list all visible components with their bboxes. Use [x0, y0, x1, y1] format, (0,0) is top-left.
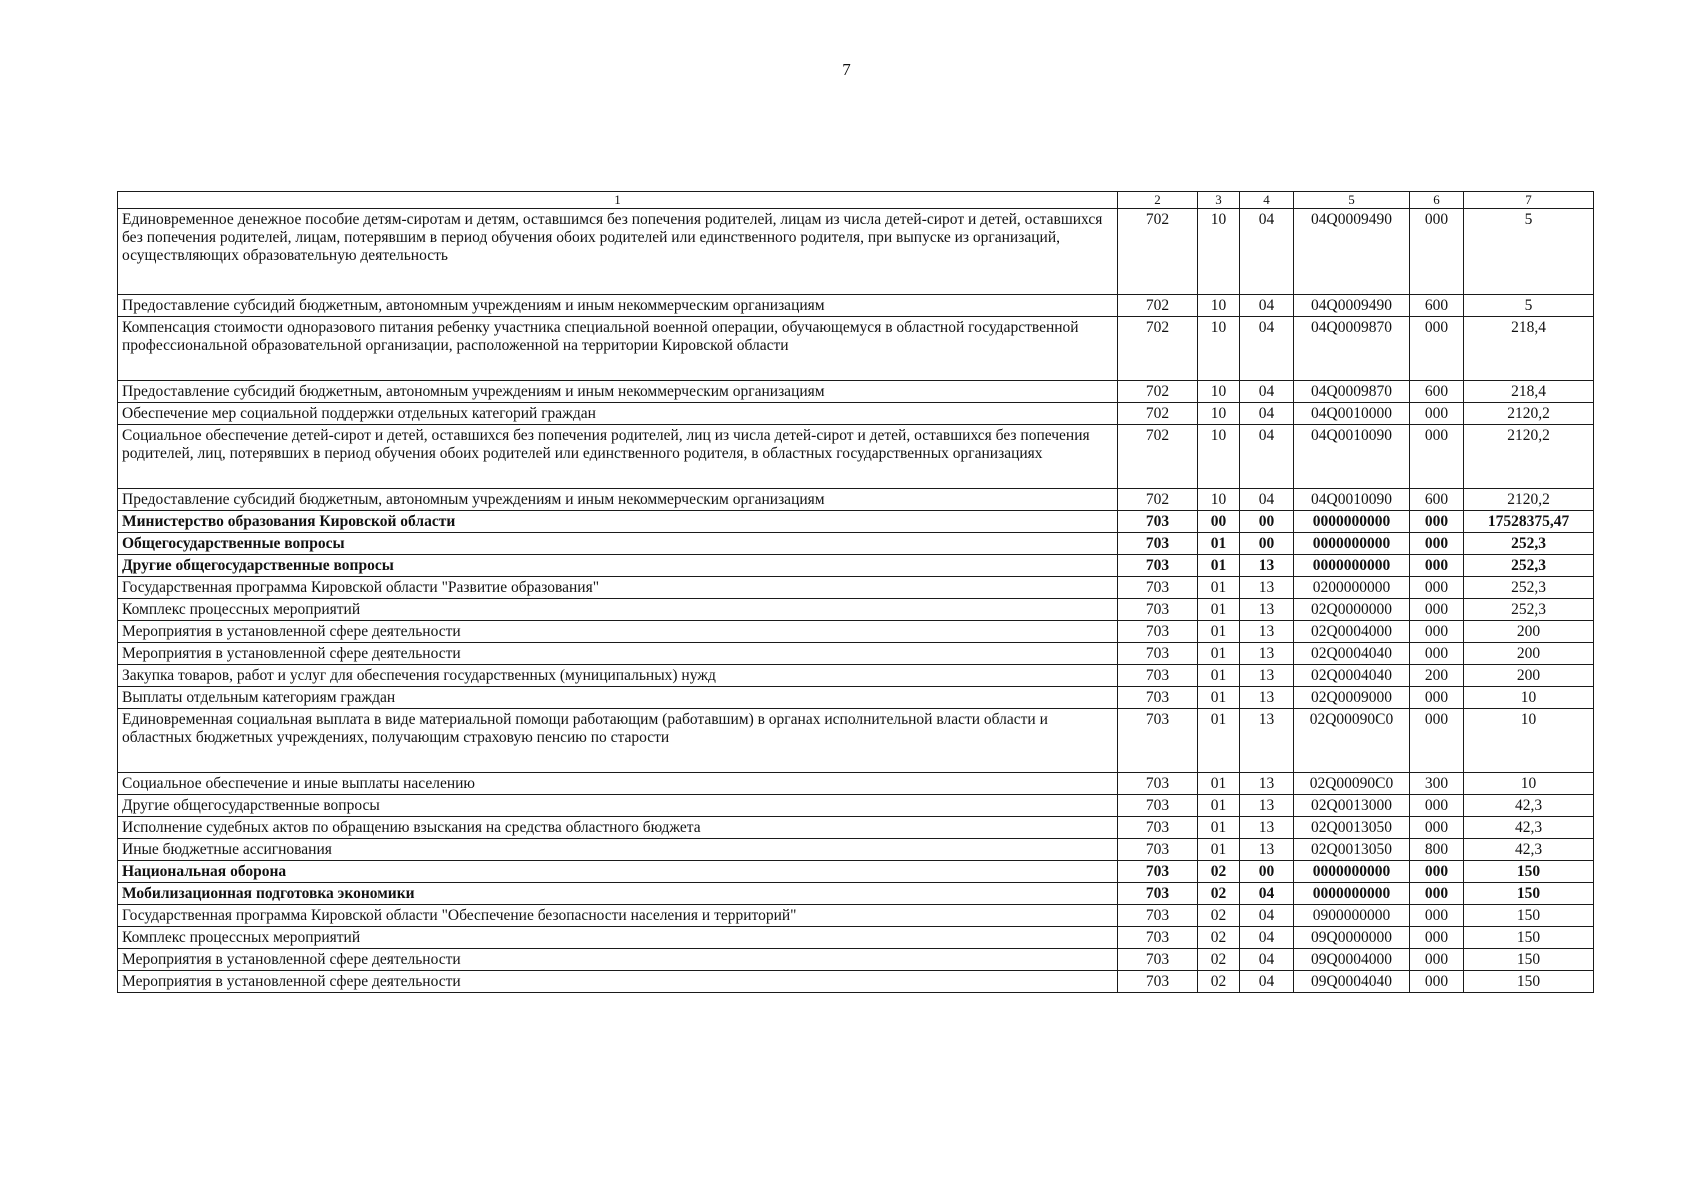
table-row	[118, 425, 1594, 489]
row-name-cell: Иные бюджетные ассигнования	[118, 839, 1118, 861]
subsection-cell: 04	[1240, 489, 1294, 511]
subsection-cell: 00	[1240, 533, 1294, 555]
section-cell: 02	[1198, 949, 1240, 971]
expense-type-cell: 000	[1410, 577, 1464, 599]
table-row	[118, 381, 1594, 403]
target-article-cell: 04Q0010090	[1294, 489, 1410, 511]
expense-type-cell: 000	[1410, 795, 1464, 817]
expense-type-cell: 000	[1410, 927, 1464, 949]
table-row	[118, 773, 1594, 795]
section-cell: 10	[1198, 317, 1240, 381]
header-cell: 6	[1410, 192, 1464, 209]
subsection-cell: 04	[1240, 971, 1294, 993]
row-name-cell: Другие общегосударственные вопросы	[118, 555, 1118, 577]
section-cell: 02	[1198, 905, 1240, 927]
section-cell: 01	[1198, 621, 1240, 643]
table-row	[118, 511, 1594, 533]
section-cell: 02	[1198, 927, 1240, 949]
amount-cell: 5	[1464, 295, 1594, 317]
ministry-code-cell: 703	[1118, 905, 1198, 927]
amount-cell: 200	[1464, 621, 1594, 643]
amount-cell: 2120,2	[1464, 425, 1594, 489]
row-name-cell: Исполнение судебных актов по обращению взыскания на средства областного бюджета	[118, 817, 1118, 839]
target-article-cell: 04Q0010090	[1294, 425, 1410, 489]
section-cell: 10	[1198, 425, 1240, 489]
row-name-cell: Комплекс процессных мероприятий	[118, 599, 1118, 621]
target-article-cell: 04Q0009870	[1294, 317, 1410, 381]
amount-cell: 42,3	[1464, 839, 1594, 861]
expense-type-cell: 000	[1410, 861, 1464, 883]
target-article-cell: 02Q0004000	[1294, 621, 1410, 643]
row-name-cell: Другие общегосударственные вопросы	[118, 795, 1118, 817]
header-cell: 2	[1118, 192, 1198, 209]
table-row	[118, 709, 1594, 773]
expense-type-cell: 000	[1410, 643, 1464, 665]
table-row	[118, 839, 1594, 861]
section-cell: 01	[1198, 817, 1240, 839]
expense-type-cell: 000	[1410, 555, 1464, 577]
table-row	[118, 949, 1594, 971]
row-name-cell: Мобилизационная подготовка экономики	[118, 883, 1118, 905]
header-cell: 3	[1198, 192, 1240, 209]
table-row	[118, 927, 1594, 949]
ministry-code-cell: 703	[1118, 795, 1198, 817]
ministry-code-cell: 703	[1118, 883, 1198, 905]
row-name-cell: Государственная программа Кировской области "Обеспечение безопасности населения и территорий"	[118, 905, 1118, 927]
section-cell: 01	[1198, 599, 1240, 621]
subsection-cell: 13	[1240, 773, 1294, 795]
amount-cell: 200	[1464, 665, 1594, 687]
ministry-code-cell: 703	[1118, 861, 1198, 883]
expense-type-cell: 600	[1410, 381, 1464, 403]
target-article-cell: 0000000000	[1294, 555, 1410, 577]
section-cell: 10	[1198, 209, 1240, 295]
ministry-code-cell: 702	[1118, 403, 1198, 425]
subsection-cell: 00	[1240, 861, 1294, 883]
subsection-cell: 13	[1240, 795, 1294, 817]
ministry-code-cell: 703	[1118, 817, 1198, 839]
table-row	[118, 621, 1594, 643]
section-cell: 01	[1198, 643, 1240, 665]
ministry-code-cell: 702	[1118, 209, 1198, 295]
subsection-cell: 04	[1240, 927, 1294, 949]
row-name-cell: Обеспечение мер социальной поддержки отдельных категорий граждан	[118, 403, 1118, 425]
ministry-code-cell: 703	[1118, 971, 1198, 993]
target-article-cell: 02Q0013050	[1294, 817, 1410, 839]
amount-cell: 252,3	[1464, 555, 1594, 577]
section-cell: 01	[1198, 533, 1240, 555]
row-name-cell: Предоставление субсидий бюджетным, автономным учреждениям и иным некоммерческим организациям	[118, 489, 1118, 511]
row-name-cell: Единовременная социальная выплата в виде материальной помощи работающим (работавшим) в органах исполнительной власти области и областных бюджетных учреждениях, получающим страховую пенсию по старости	[118, 709, 1118, 773]
subsection-cell: 13	[1240, 839, 1294, 861]
row-name-cell: Мероприятия в установленной сфере деятельности	[118, 621, 1118, 643]
section-cell: 02	[1198, 971, 1240, 993]
row-name-cell: Социальное обеспечение и иные выплаты населению	[118, 773, 1118, 795]
ministry-code-cell: 703	[1118, 927, 1198, 949]
ministry-code-cell: 703	[1118, 577, 1198, 599]
subsection-cell: 13	[1240, 665, 1294, 687]
subsection-cell: 13	[1240, 599, 1294, 621]
expense-type-cell: 000	[1410, 817, 1464, 839]
row-name-cell: Мероприятия в установленной сфере деятельности	[118, 949, 1118, 971]
section-cell: 00	[1198, 511, 1240, 533]
expense-type-cell: 600	[1410, 489, 1464, 511]
expense-type-cell: 000	[1410, 511, 1464, 533]
budget-table	[117, 191, 1594, 993]
section-cell: 10	[1198, 403, 1240, 425]
ministry-code-cell: 703	[1118, 533, 1198, 555]
section-cell: 01	[1198, 687, 1240, 709]
row-name-cell: Государственная программа Кировской области "Развитие образования"	[118, 577, 1118, 599]
amount-cell: 150	[1464, 949, 1594, 971]
section-cell: 01	[1198, 773, 1240, 795]
ministry-code-cell: 703	[1118, 643, 1198, 665]
row-name-cell: Комплекс процессных мероприятий	[118, 927, 1118, 949]
expense-type-cell: 000	[1410, 533, 1464, 555]
expense-type-cell: 000	[1410, 905, 1464, 927]
ministry-code-cell: 703	[1118, 555, 1198, 577]
amount-cell: 10	[1464, 687, 1594, 709]
subsection-cell: 04	[1240, 317, 1294, 381]
subsection-cell: 13	[1240, 621, 1294, 643]
subsection-cell: 13	[1240, 555, 1294, 577]
expense-type-cell: 000	[1410, 425, 1464, 489]
subsection-cell: 00	[1240, 511, 1294, 533]
row-name-cell: Общегосударственные вопросы	[118, 533, 1118, 555]
row-name-cell: Выплаты отдельным категориям граждан	[118, 687, 1118, 709]
target-article-cell: 0000000000	[1294, 861, 1410, 883]
target-article-cell: 02Q0013000	[1294, 795, 1410, 817]
target-article-cell: 0000000000	[1294, 883, 1410, 905]
amount-cell: 10	[1464, 709, 1594, 773]
amount-cell: 17528375,47	[1464, 511, 1594, 533]
expense-type-cell: 000	[1410, 949, 1464, 971]
section-cell: 01	[1198, 577, 1240, 599]
table-row	[118, 861, 1594, 883]
header-cell: 5	[1294, 192, 1410, 209]
subsection-cell: 04	[1240, 905, 1294, 927]
subsection-cell: 04	[1240, 949, 1294, 971]
expense-type-cell: 000	[1410, 403, 1464, 425]
amount-cell: 150	[1464, 905, 1594, 927]
amount-cell: 252,3	[1464, 577, 1594, 599]
amount-cell: 150	[1464, 883, 1594, 905]
table-row	[118, 295, 1594, 317]
target-article-cell: 0000000000	[1294, 533, 1410, 555]
row-name-cell: Компенсация стоимости одноразового питания ребенку участника специальной военной операции, обучающемуся в областной государственной профессиональной образовательной организации, расположенной на территории Кировской области	[118, 317, 1118, 381]
row-name-cell: Министерство образования Кировской области	[118, 511, 1118, 533]
ministry-code-cell: 702	[1118, 381, 1198, 403]
target-article-cell: 02Q0004040	[1294, 643, 1410, 665]
target-article-cell: 09Q0004040	[1294, 971, 1410, 993]
expense-type-cell: 800	[1410, 839, 1464, 861]
header-cell: 7	[1464, 192, 1594, 209]
section-cell: 01	[1198, 839, 1240, 861]
section-cell: 10	[1198, 295, 1240, 317]
ministry-code-cell: 702	[1118, 295, 1198, 317]
subsection-cell: 13	[1240, 577, 1294, 599]
target-article-cell: 0900000000	[1294, 905, 1410, 927]
expense-type-cell: 000	[1410, 971, 1464, 993]
amount-cell: 150	[1464, 861, 1594, 883]
target-article-cell: 0000000000	[1294, 511, 1410, 533]
subsection-cell: 13	[1240, 709, 1294, 773]
table-row	[118, 533, 1594, 555]
subsection-cell: 13	[1240, 643, 1294, 665]
target-article-cell: 02Q00090C0	[1294, 773, 1410, 795]
ministry-code-cell: 703	[1118, 773, 1198, 795]
ministry-code-cell: 703	[1118, 839, 1198, 861]
subsection-cell: 04	[1240, 403, 1294, 425]
page-number: 7	[842, 60, 851, 79]
table-row	[118, 971, 1594, 993]
expense-type-cell: 000	[1410, 209, 1464, 295]
ministry-code-cell: 703	[1118, 709, 1198, 773]
target-article-cell: 02Q0009000	[1294, 687, 1410, 709]
ministry-code-cell: 703	[1118, 621, 1198, 643]
header-cell: 4	[1240, 192, 1294, 209]
amount-cell: 218,4	[1464, 317, 1594, 381]
ministry-code-cell: 703	[1118, 511, 1198, 533]
section-cell: 01	[1198, 665, 1240, 687]
target-article-cell: 09Q0000000	[1294, 927, 1410, 949]
target-article-cell: 04Q0009490	[1294, 209, 1410, 295]
ministry-code-cell: 703	[1118, 949, 1198, 971]
row-name-cell: Национальная оборона	[118, 861, 1118, 883]
table-row	[118, 489, 1594, 511]
amount-cell: 10	[1464, 773, 1594, 795]
ministry-code-cell: 703	[1118, 687, 1198, 709]
section-cell: 01	[1198, 795, 1240, 817]
amount-cell: 252,3	[1464, 599, 1594, 621]
amount-cell: 42,3	[1464, 817, 1594, 839]
expense-type-cell: 000	[1410, 883, 1464, 905]
row-name-cell: Единовременное денежное пособие детям-сиротам и детям, оставшимся без попечения родителей, лицам из числа детей-сирот и детей, оставшихся без попечения родителей, лицам, потерявшим в период обучения обоих родителей или единственного родителя, при выпуске из организаций, осуществляющих образовательную деятельность	[118, 209, 1118, 295]
expense-type-cell: 000	[1410, 599, 1464, 621]
expense-type-cell: 000	[1410, 621, 1464, 643]
amount-cell: 252,3	[1464, 533, 1594, 555]
ministry-code-cell: 702	[1118, 489, 1198, 511]
table-row	[118, 577, 1594, 599]
expense-type-cell: 000	[1410, 709, 1464, 773]
expense-type-cell: 600	[1410, 295, 1464, 317]
amount-cell: 150	[1464, 971, 1594, 993]
subsection-cell: 04	[1240, 381, 1294, 403]
amount-cell: 5	[1464, 209, 1594, 295]
row-name-cell: Социальное обеспечение детей-сирот и детей, оставшихся без попечения родителей, лиц из числа детей-сирот и детей, оставшихся без попечения родителей, лиц, потерявших в период обучения обоих родителей или единственного родителя, в областных государственных организациях	[118, 425, 1118, 489]
table-row	[118, 403, 1594, 425]
subsection-cell: 04	[1240, 295, 1294, 317]
header-cell: 1	[118, 192, 1118, 209]
target-article-cell: 09Q0004000	[1294, 949, 1410, 971]
amount-cell: 2120,2	[1464, 403, 1594, 425]
section-cell: 01	[1198, 709, 1240, 773]
target-article-cell: 02Q0004040	[1294, 665, 1410, 687]
row-name-cell: Предоставление субсидий бюджетным, автономным учреждениям и иным некоммерческим организациям	[118, 381, 1118, 403]
target-article-cell: 04Q0009870	[1294, 381, 1410, 403]
row-name-cell: Мероприятия в установленной сфере деятельности	[118, 971, 1118, 993]
table-row	[118, 643, 1594, 665]
ministry-code-cell: 703	[1118, 599, 1198, 621]
subsection-cell: 13	[1240, 817, 1294, 839]
expense-type-cell: 200	[1410, 665, 1464, 687]
table-row	[118, 209, 1594, 295]
ministry-code-cell: 702	[1118, 317, 1198, 381]
row-name-cell: Предоставление субсидий бюджетным, автономным учреждениям и иным некоммерческим организациям	[118, 295, 1118, 317]
table-row	[118, 883, 1594, 905]
table-row	[118, 795, 1594, 817]
amount-cell: 218,4	[1464, 381, 1594, 403]
target-article-cell: 02Q00090C0	[1294, 709, 1410, 773]
expense-type-cell: 300	[1410, 773, 1464, 795]
subsection-cell: 04	[1240, 425, 1294, 489]
table-row	[118, 599, 1594, 621]
target-article-cell: 04Q0010000	[1294, 403, 1410, 425]
subsection-cell: 04	[1240, 883, 1294, 905]
row-name-cell: Закупка товаров, работ и услуг для обеспечения государственных (муниципальных) нужд	[118, 665, 1118, 687]
section-cell: 01	[1198, 555, 1240, 577]
table-row	[118, 687, 1594, 709]
table-row	[118, 905, 1594, 927]
row-name-cell: Мероприятия в установленной сфере деятельности	[118, 643, 1118, 665]
subsection-cell: 04	[1240, 209, 1294, 295]
amount-cell: 200	[1464, 643, 1594, 665]
table-row	[118, 817, 1594, 839]
table-row	[118, 555, 1594, 577]
target-article-cell: 02Q0013050	[1294, 839, 1410, 861]
target-article-cell: 0200000000	[1294, 577, 1410, 599]
amount-cell: 150	[1464, 927, 1594, 949]
expense-type-cell: 000	[1410, 687, 1464, 709]
target-article-cell: 02Q0000000	[1294, 599, 1410, 621]
section-cell: 02	[1198, 883, 1240, 905]
amount-cell: 2120,2	[1464, 489, 1594, 511]
table-row	[118, 317, 1594, 381]
section-cell: 10	[1198, 381, 1240, 403]
expense-type-cell: 000	[1410, 317, 1464, 381]
ministry-code-cell: 702	[1118, 425, 1198, 489]
target-article-cell: 04Q0009490	[1294, 295, 1410, 317]
section-cell: 02	[1198, 861, 1240, 883]
table-header-row	[118, 192, 1594, 209]
amount-cell: 42,3	[1464, 795, 1594, 817]
section-cell: 10	[1198, 489, 1240, 511]
table-row	[118, 665, 1594, 687]
subsection-cell: 13	[1240, 687, 1294, 709]
ministry-code-cell: 703	[1118, 665, 1198, 687]
